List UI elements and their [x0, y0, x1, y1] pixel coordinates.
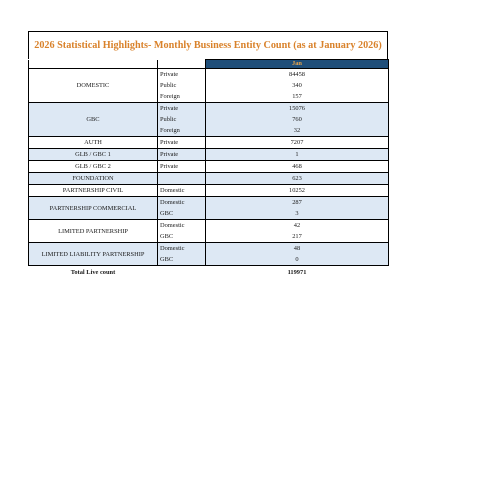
- total-label: Total Live count: [70, 269, 116, 276]
- subtype-cell: Foreign: [158, 125, 206, 137]
- value-cell: 623: [206, 173, 389, 185]
- value-cell: 48: [206, 243, 389, 255]
- entity-name-cell: FOUNDATION: [29, 173, 158, 185]
- value-cell: 468: [206, 161, 389, 173]
- total-row: [29, 266, 389, 280]
- subtype-cell: Private: [158, 149, 206, 161]
- subtype-cell: Domestic: [158, 197, 206, 209]
- entity-name-cell: PARTNERSHIP CIVIL: [29, 185, 158, 197]
- value-cell: 0: [206, 254, 389, 266]
- value-cell: 157: [206, 91, 389, 103]
- page-title: 2026 Statistical Highlights- Monthly Business Entity Count (as at January 2026): [34, 40, 382, 51]
- value-cell: 42: [206, 220, 389, 232]
- entity-name-cell: DOMESTIC: [29, 69, 158, 103]
- value-cell: 15076: [206, 103, 389, 115]
- subtype-cell: Public: [158, 114, 206, 125]
- value-cell: 3: [206, 208, 389, 220]
- subtype-cell: GBC: [158, 208, 206, 220]
- table-row: [29, 161, 389, 173]
- entity-name-cell: LIMITED PARTNERSHIP: [29, 220, 158, 243]
- entity-name-cell: PARTNERSHIP COMMERCIAL: [29, 197, 158, 220]
- entity-name-cell: GLB / GBC 2: [29, 161, 158, 173]
- subtype-cell: GBC: [158, 254, 206, 266]
- header-row: [29, 60, 389, 69]
- subtype-cell: Domestic: [158, 243, 206, 255]
- value-cell: 760: [206, 114, 389, 125]
- value-cell: 32: [206, 125, 389, 137]
- subtype-cell: Public: [158, 80, 206, 91]
- table-row: [29, 103, 389, 115]
- value-cell: 7207: [206, 137, 389, 149]
- subtype-cell: Domestic: [158, 185, 206, 197]
- header-blank-cell: [29, 60, 158, 69]
- table-row: [29, 149, 389, 161]
- value-cell: 84458: [206, 69, 389, 81]
- table-body: [29, 60, 389, 280]
- table-row: [29, 243, 389, 255]
- title-box: [28, 31, 388, 59]
- entity-name-cell: GBC: [29, 103, 158, 137]
- subtype-cell: Private: [158, 137, 206, 149]
- subtype-cell: GBC: [158, 231, 206, 243]
- entity-name-cell: LIMITED LIABILITY PARTNERSHIP: [29, 243, 158, 266]
- table-row: [29, 185, 389, 197]
- table-row: [29, 69, 389, 81]
- value-cell: 287: [206, 197, 389, 209]
- header-blank-cell: [158, 60, 206, 69]
- table-row: [29, 173, 389, 185]
- value-cell: 1: [206, 149, 389, 161]
- total-blank-cell: [158, 266, 206, 280]
- value-cell: 217: [206, 231, 389, 243]
- entity-name-cell: AUTH: [29, 137, 158, 149]
- table-row: [29, 137, 389, 149]
- total-value: 119971: [287, 269, 307, 276]
- entity-name-cell: GLB / GBC 1: [29, 149, 158, 161]
- subtype-cell: Domestic: [158, 220, 206, 232]
- value-cell: 10252: [206, 185, 389, 197]
- subtype-cell: Private: [158, 103, 206, 115]
- column-header-jan: Jan: [206, 60, 389, 69]
- subtype-cell: [158, 173, 206, 185]
- subtype-cell: Foreign: [158, 91, 206, 103]
- spreadsheet-sheet: [28, 31, 388, 279]
- value-cell: 340: [206, 80, 389, 91]
- table-row: [29, 220, 389, 232]
- subtype-cell: Private: [158, 161, 206, 173]
- subtype-cell: Private: [158, 69, 206, 81]
- entity-count-table: [28, 59, 389, 279]
- table-row: [29, 197, 389, 209]
